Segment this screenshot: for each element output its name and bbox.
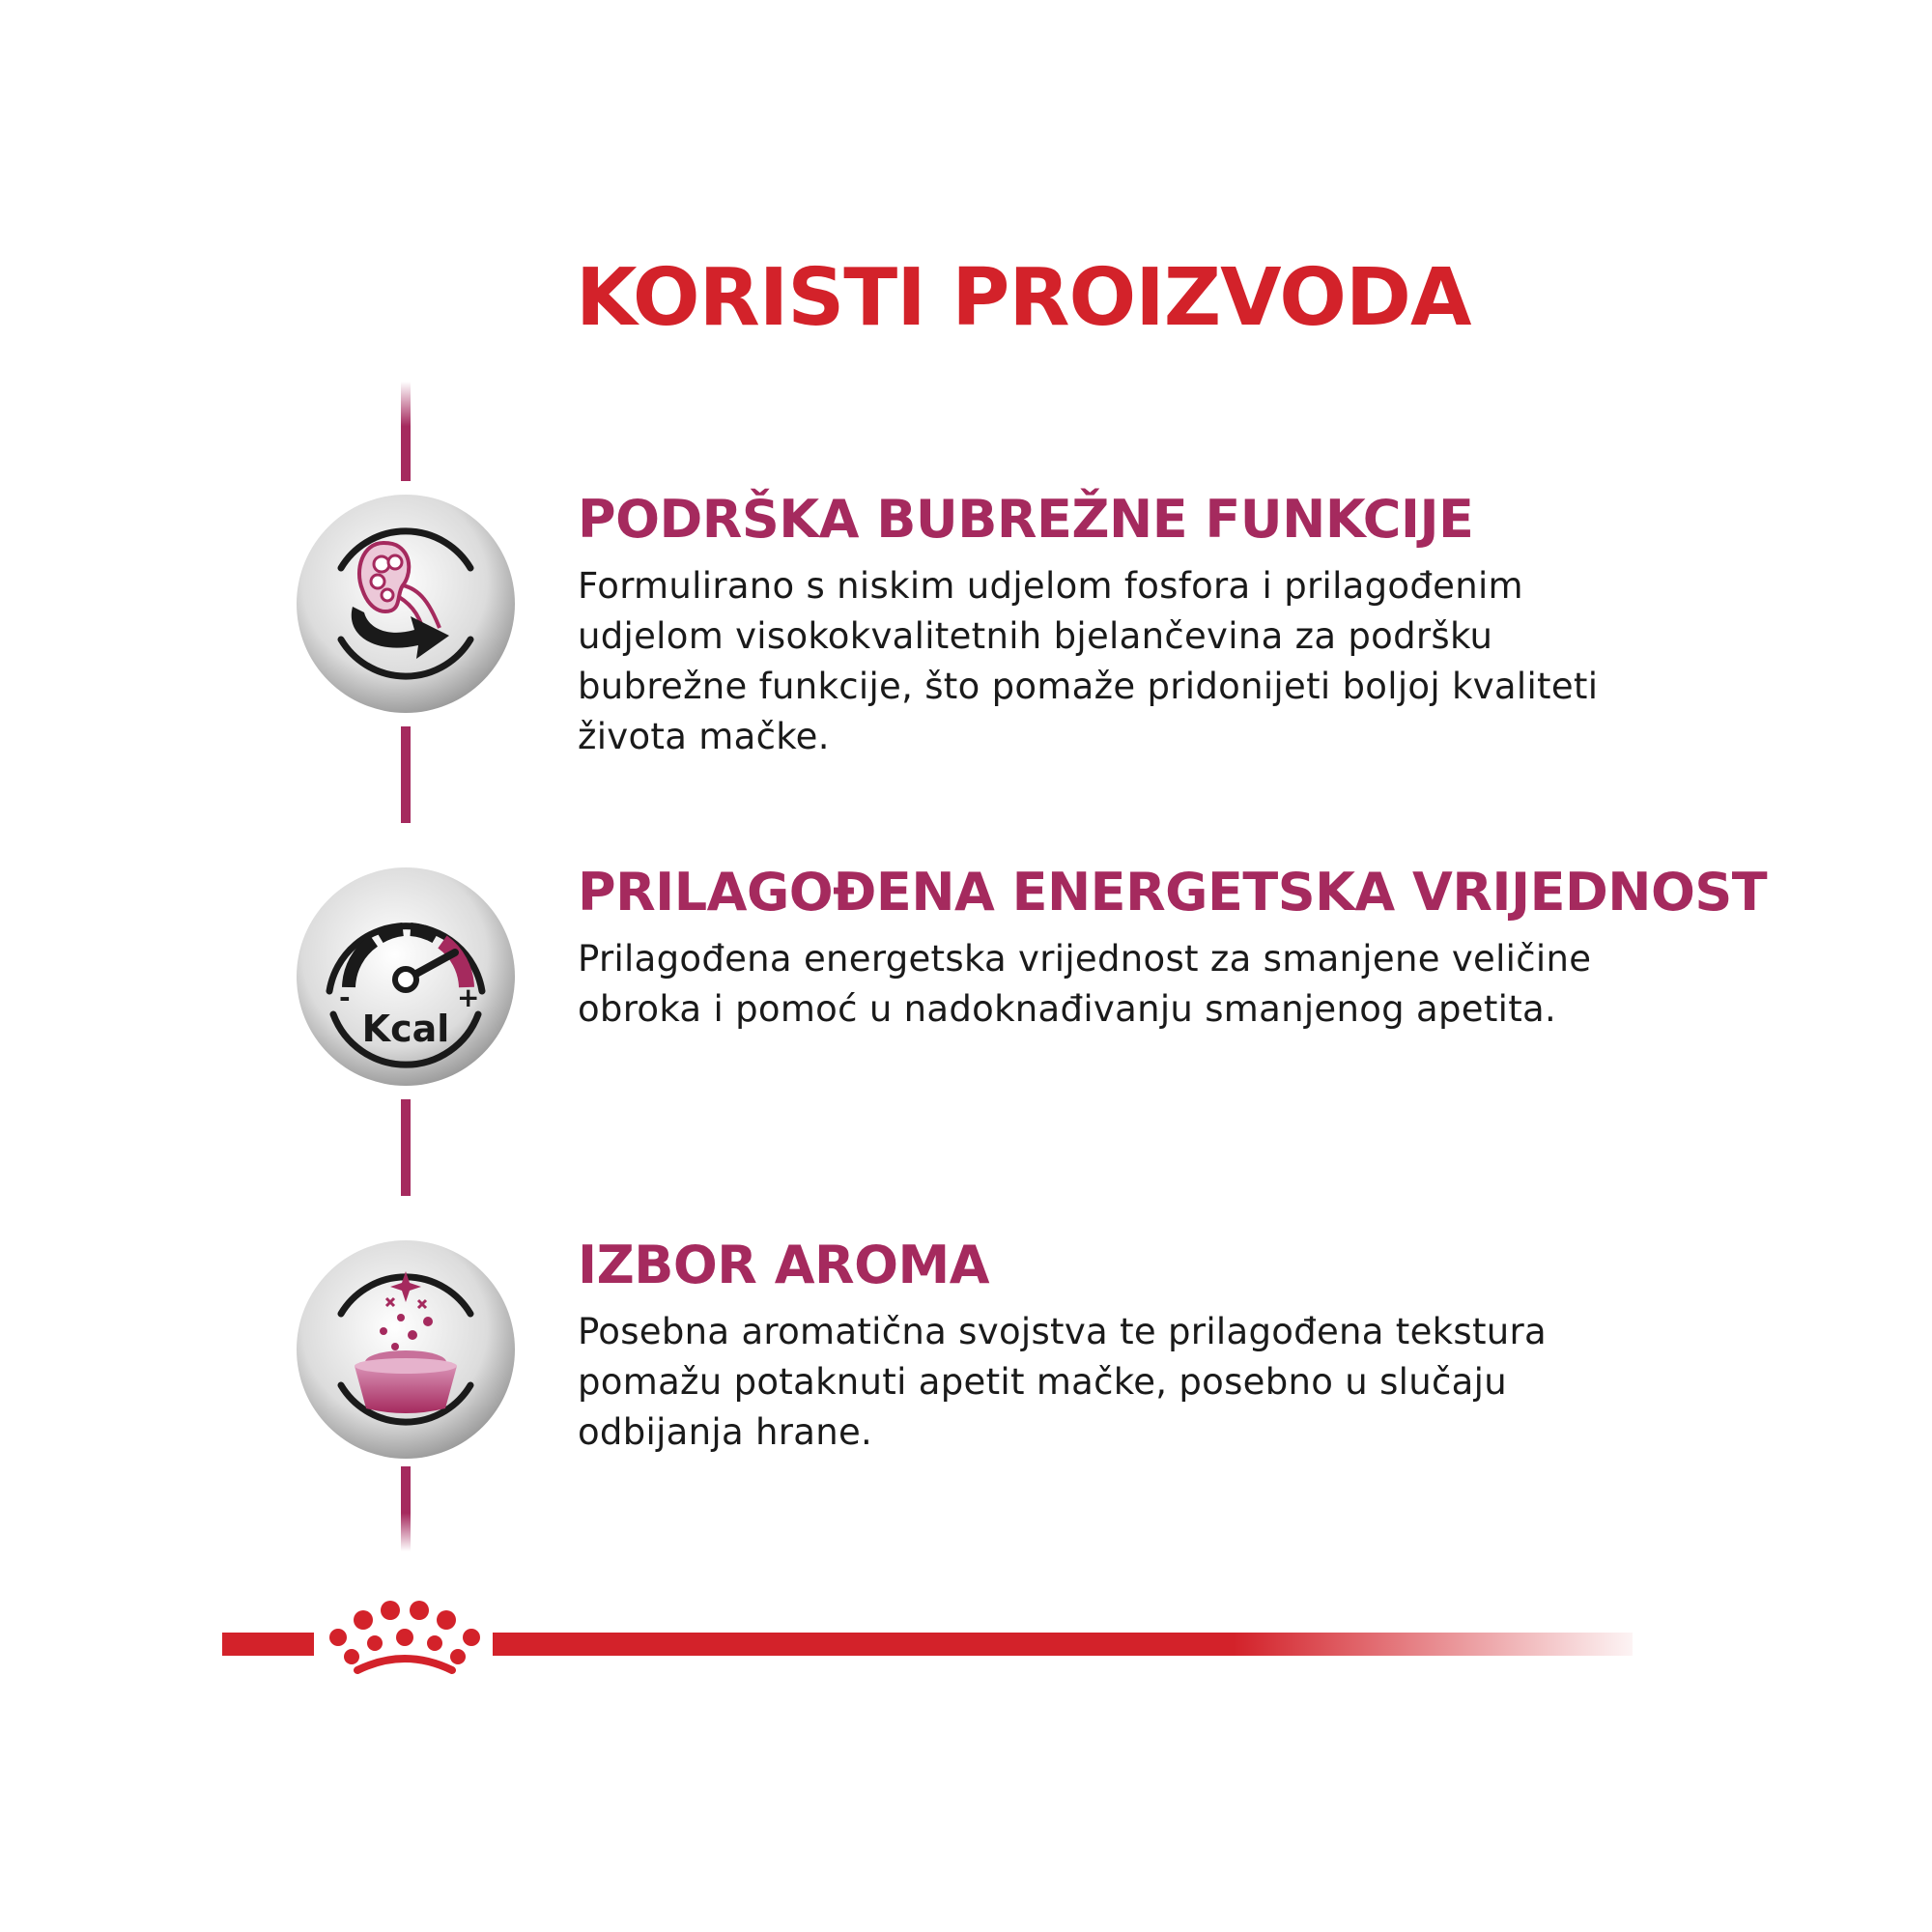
royal-canin-crown-icon	[327, 1599, 483, 1678]
benefit-line: udjelom visokokvalitetnih bjelančevina za podršku	[578, 615, 1493, 657]
brand-bar-right	[493, 1633, 1633, 1656]
timeline-line-2	[401, 1099, 411, 1196]
benefit-line: pomažu potaknuti apetit mačke, posebno u slučaju	[578, 1361, 1507, 1403]
page-title: KORISTI PROIZVODA	[576, 252, 1471, 344]
benefit-line: odbijanja hrane.	[578, 1411, 873, 1453]
benefit-aroma	[578, 1236, 1708, 1458]
benefit-line: bubrežne funkcije, što pomaže pridonijeti boljoj kvaliteti	[578, 666, 1599, 707]
benefit-description	[578, 561, 1708, 762]
kidney-icon	[295, 493, 517, 715]
kcal-gauge-icon	[295, 866, 517, 1088]
timeline-line-1	[401, 726, 411, 823]
timeline-line-bottom	[401, 1466, 411, 1551]
benefit-line: Formulirano s niskim udjelom fosfora i prilagođenim	[578, 565, 1523, 607]
benefit-heading: PODRŠKA BUBREŽNE FUNKCIJE	[578, 489, 1474, 550]
brand-bar-left	[222, 1633, 314, 1656]
benefit-line: Prilagođena energetska vrijednost za smanjene veličine	[578, 938, 1592, 980]
benefit-line: života mačke.	[578, 716, 830, 757]
benefit-description	[578, 934, 1708, 1035]
benefit-heading: PRILAGOĐENA ENERGETSKA VRIJEDNOST	[578, 862, 1768, 923]
gauge-minus-label: -	[339, 981, 351, 1013]
benefit-line: obroka i pomoć u nadoknađivanju smanjenog apetita.	[578, 988, 1557, 1030]
benefit-line: Posebna aromatična svojstva te prilagođena tekstura	[578, 1311, 1548, 1352]
benefit-energy	[578, 862, 1768, 1035]
benefit-description	[578, 1307, 1708, 1458]
gauge-plus-label: +	[457, 981, 480, 1013]
benefit-kidney	[578, 490, 1708, 762]
timeline-line-top	[401, 382, 411, 481]
benefit-heading: IZBOR AROMA	[578, 1235, 989, 1295]
gauge-kcal-label: Kcal	[361, 1008, 450, 1050]
food-bowl-aroma-icon	[295, 1238, 517, 1461]
